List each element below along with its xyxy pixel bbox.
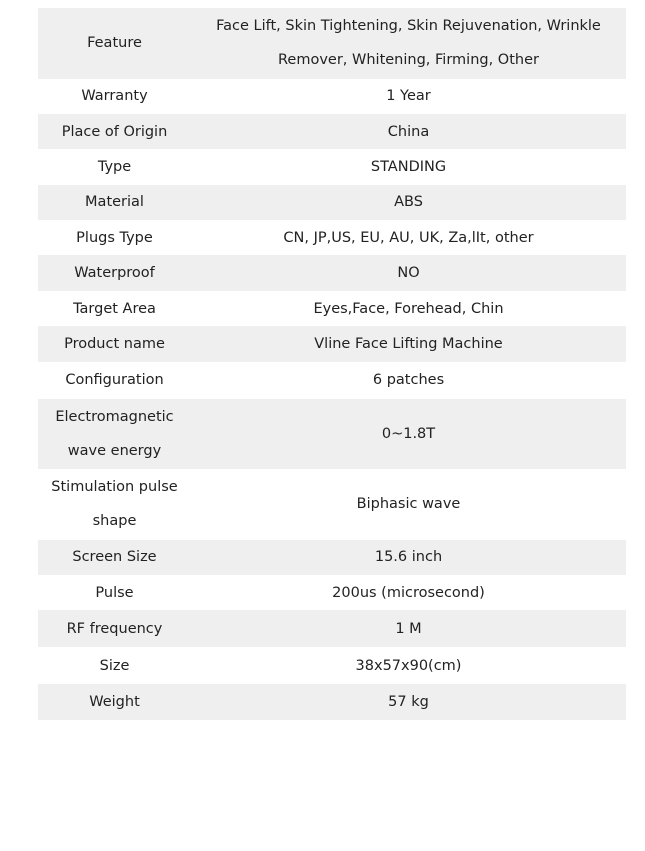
row-label-plugs-type: Plugs Type (76, 229, 153, 246)
table-row (38, 469, 626, 540)
row-label-waterproof: Waterproof (38, 255, 191, 290)
row-label-stimulation-pulse-shape: Stimulation pulse shape (51, 479, 178, 530)
table-row (38, 79, 626, 114)
row-value-place-of-origin: China (191, 114, 626, 149)
row-value-weight: 57 kg (191, 684, 626, 719)
spec-table (38, 8, 626, 720)
row-label-electromagnetic-wave-energy: Electromagnetic wave energy (38, 399, 191, 470)
row-value-product-name: Vline Face Lifting Machine (191, 326, 626, 361)
table-row (38, 684, 626, 719)
row-label-pulse: Pulse (95, 584, 134, 601)
row-value-stimulation-pulse-shape: Biphasic wave (356, 496, 461, 513)
table-row (38, 610, 626, 647)
table-row (38, 220, 626, 255)
row-value-waterproof: NO (191, 255, 626, 290)
table-row (38, 114, 626, 149)
row-value-target-area: Eyes,Face, Forehead, Chin (313, 300, 504, 317)
row-label-warranty: Warranty (81, 88, 148, 105)
row-label-material: Material (38, 185, 191, 220)
row-label-product-name: Product name (38, 326, 191, 361)
row-label-type: Type (97, 158, 132, 175)
row-value-pulse: 200us (microsecond) (332, 584, 485, 601)
row-label-place-of-origin: Place of Origin (38, 114, 191, 149)
table-row (38, 399, 626, 470)
row-value-configuration: 6 patches (372, 372, 445, 389)
table-row (38, 575, 626, 610)
row-label-feature: Feature (38, 8, 191, 79)
row-value-screen-size: 15.6 inch (191, 540, 626, 575)
table-row (38, 255, 626, 290)
table-row (38, 8, 626, 79)
table-row (38, 647, 626, 684)
row-label-size: Size (99, 657, 130, 674)
row-label-rf-frequency: RF frequency (38, 610, 191, 647)
row-value-feature: Face Lift, Skin Tightening, Skin Rejuvenation, Wrinkle Remover, Whitening, Firming, Other (191, 8, 626, 79)
row-value-size: 38x57x90(cm) (355, 657, 462, 674)
row-value-rf-frequency: 1 M (191, 610, 626, 647)
table-row (38, 326, 626, 361)
row-value-material: ABS (191, 185, 626, 220)
row-label-target-area: Target Area (73, 300, 156, 317)
table-row (38, 362, 626, 399)
table-row (38, 291, 626, 326)
table-row (38, 185, 626, 220)
row-value-warranty: 1 Year (386, 88, 431, 105)
row-label-weight: Weight (38, 684, 191, 719)
row-value-plugs-type: CN, JP,US, EU, AU, UK, Za,lIt, other (283, 229, 534, 246)
row-label-configuration: Configuration (65, 372, 164, 389)
row-label-screen-size: Screen Size (38, 540, 191, 575)
row-value-type: STANDING (370, 158, 447, 175)
table-row (38, 540, 626, 575)
row-value-electromagnetic-wave-energy: 0~1.8T (191, 399, 626, 470)
table-row (38, 149, 626, 184)
